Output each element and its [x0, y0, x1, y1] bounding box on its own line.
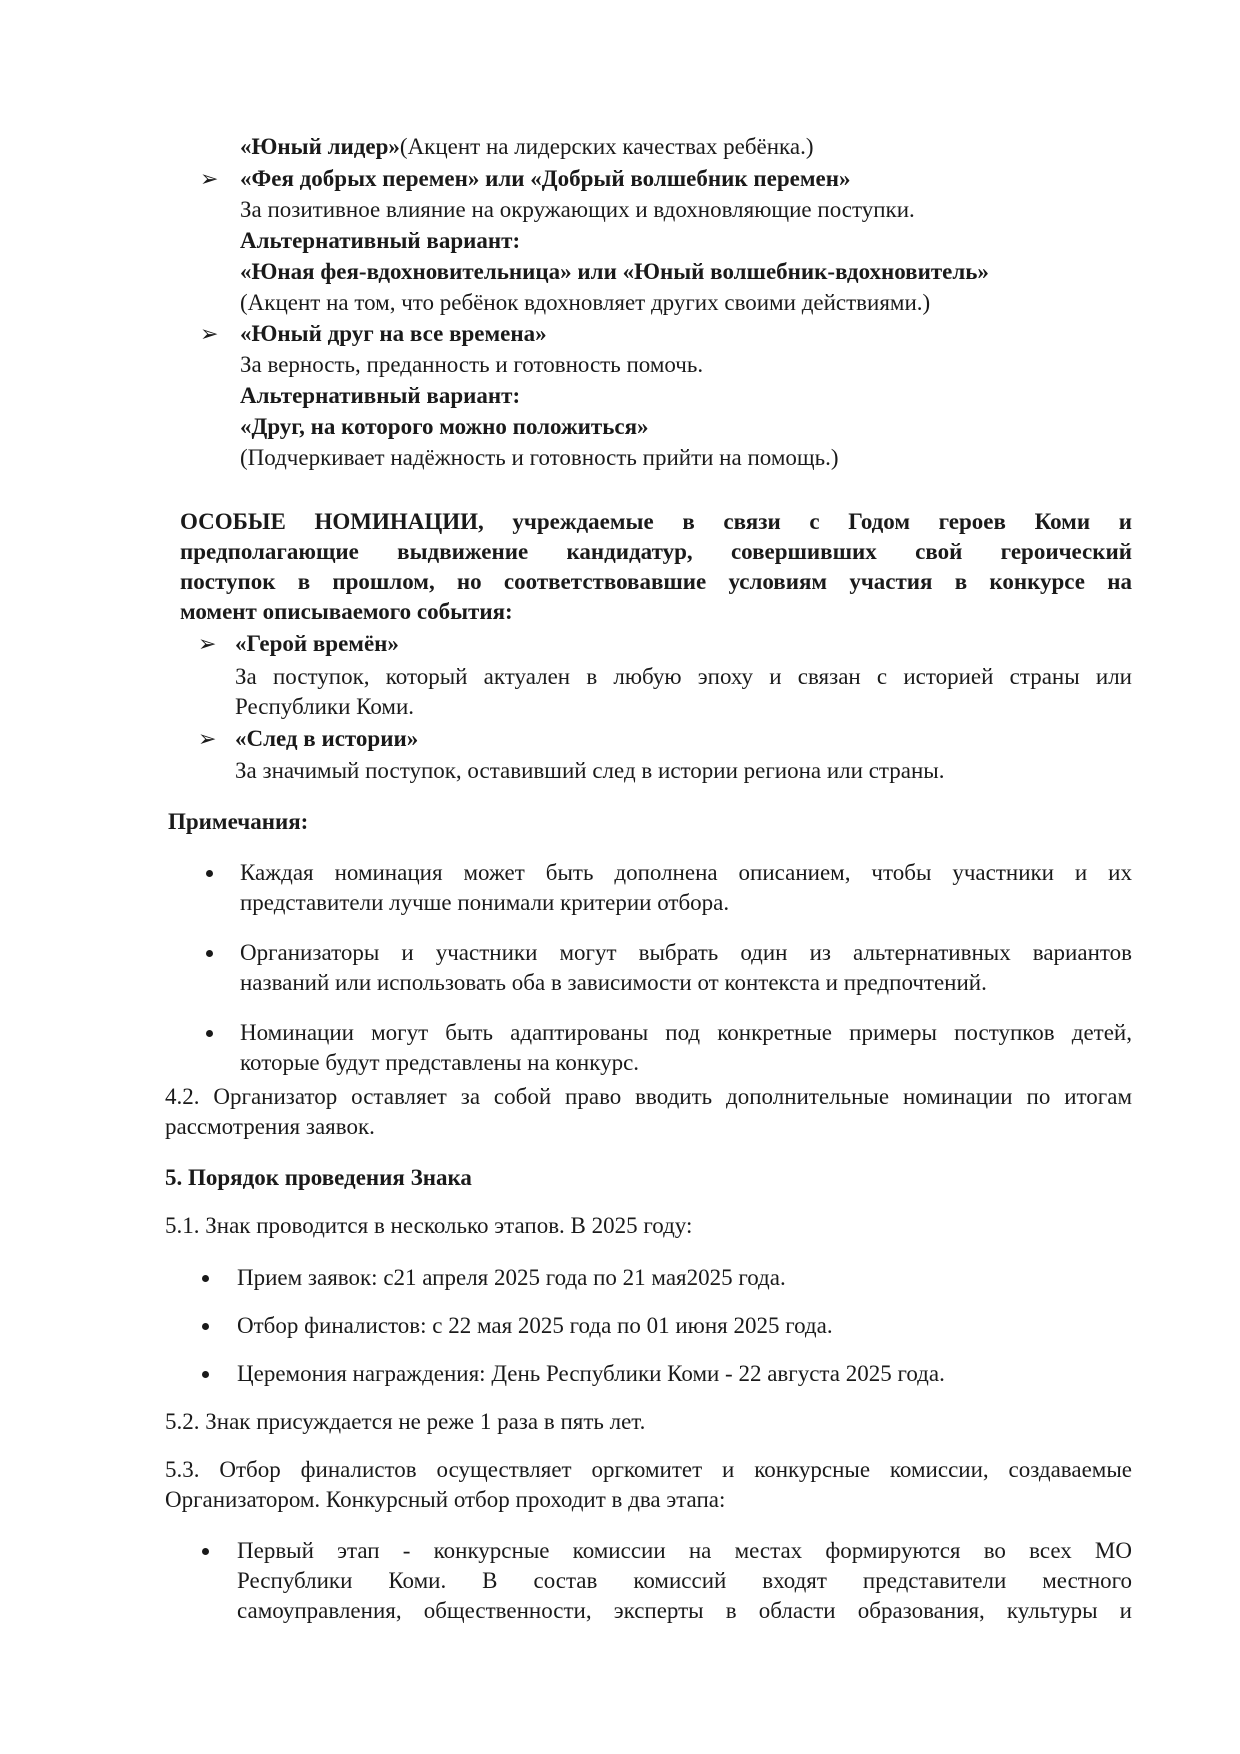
note-item-text: Номинации могут быть адаптированы под конкретные примеры поступков детей, [240, 1020, 1132, 1045]
hero-nomination-desc: Республики Коми. [235, 694, 415, 719]
arrow-bullet-icon: ➢ [198, 726, 217, 751]
friend-nomination-desc: За верность, преданность и готовность помочь. [240, 352, 704, 377]
clause-5-2: 5.2. Знак присуждается не реже 1 раза в пять лет. [165, 1409, 646, 1434]
special-heading: поступок в прошлом, но соответствовавшие условиям участия в конкурсе на [180, 569, 1132, 594]
young-leader-line [240, 132, 814, 162]
note-item-text: Организаторы и участники могут выбрать один из альтернативных вариантов [240, 940, 1132, 965]
fairy-alt-title: «Юная фея-вдохновительница» или «Юный волшебник-вдохновитель» [240, 259, 989, 284]
first-stage-text: Первый этап - конкурсные комиссии на местах формируются во всех МО [237, 1538, 1132, 1563]
friend-nomination-title: «Юный друг на все времена» [240, 321, 547, 346]
bullet-icon [206, 950, 213, 957]
notes-heading: Примечания: [168, 809, 309, 834]
friend-alt-title: «Друг, на которого можно положиться» [240, 414, 649, 439]
fairy-alt-note: (Акцент на том, что ребёнок вдохновляет других своими действиями.) [240, 290, 931, 315]
clause-5-3: Организатором. Конкурсный отбор проходит в два этапа: [165, 1487, 726, 1512]
fairy-nomination-desc: За позитивное влияние на окружающих и вдохновляющие поступки. [240, 197, 915, 222]
special-heading: предполагающие выдвижение кандидатур, совершивших свой героический [180, 539, 1132, 564]
clause-5-3: 5.3. Отбор финалистов осуществляет оргкомитет и конкурсные комиссии, создаваемые [165, 1457, 1132, 1482]
arrow-bullet-icon: ➢ [198, 631, 217, 656]
stage-item: Прием заявок: с21 апреля 2025 года по 21 мая2025 года. [237, 1265, 786, 1290]
first-stage-text: самоуправления, общественности, эксперты в области образования, культуры и [237, 1598, 1132, 1623]
hero-nomination-title: «Герой времён» [235, 631, 399, 656]
special-heading: ОСОБЫЕ НОМИНАЦИИ, учреждаемые в связи с Годом героев Коми и [180, 509, 1132, 534]
hero-nomination-desc: За поступок, который актуален в любую эпоху и связан с историей страны или [235, 664, 1132, 689]
arrow-bullet-icon: ➢ [200, 166, 219, 191]
fairy-nomination-title: «Фея добрых перемен» или «Добрый волшебник перемен» [240, 166, 851, 191]
clause-4-2: рассмотрения заявок. [165, 1114, 375, 1139]
note-item-text: названий или использовать оба в зависимости от контекста и предпочтений. [240, 970, 987, 995]
clause-4-2: 4.2. Организатор оставляет за собой право вводить дополнительные номинации по итогам [165, 1084, 1132, 1109]
first-stage-text: Республики Коми. В состав комиссий входят представители местного [237, 1568, 1132, 1593]
note-item-text: Каждая номинация может быть дополнена описанием, чтобы участники и их [240, 860, 1132, 885]
young-leader-title: «Юный лидер» [240, 134, 400, 159]
note-item-text: представители лучше понимали критерии отбора. [240, 890, 730, 915]
note-item-text: которые будут представлены на конкурс. [240, 1050, 640, 1075]
arrow-bullet-icon: ➢ [200, 321, 219, 346]
bullet-icon [202, 1371, 209, 1378]
young-leader-note: (Акцент на лидерских качествах ребёнка.) [399, 134, 814, 159]
bullet-icon [202, 1548, 209, 1555]
stage-item: Церемония награждения: День Республики Коми - 22 августа 2025 года. [237, 1361, 945, 1386]
trace-nomination-title: «След в истории» [235, 726, 419, 751]
trace-nomination-desc: За значимый поступок, оставивший след в истории региона или страны. [235, 758, 945, 783]
special-heading: момент описываемого события: [180, 599, 513, 624]
bullet-icon [202, 1323, 209, 1330]
alt-variant-label: Альтернативный вариант: [240, 383, 521, 408]
bullet-icon [206, 870, 213, 877]
alt-variant-label: Альтернативный вариант: [240, 228, 521, 253]
section-5-heading: 5. Порядок проведения Знака [165, 1165, 472, 1190]
friend-alt-note: (Подчеркивает надёжность и готовность прийти на помощь.) [240, 445, 839, 470]
bullet-icon [202, 1275, 209, 1282]
clause-5-1: 5.1. Знак проводится в несколько этапов. В 2025 году: [165, 1213, 693, 1238]
stage-item: Отбор финалистов: с 22 мая 2025 года по 01 июня 2025 года. [237, 1313, 833, 1338]
bullet-icon [206, 1030, 213, 1037]
